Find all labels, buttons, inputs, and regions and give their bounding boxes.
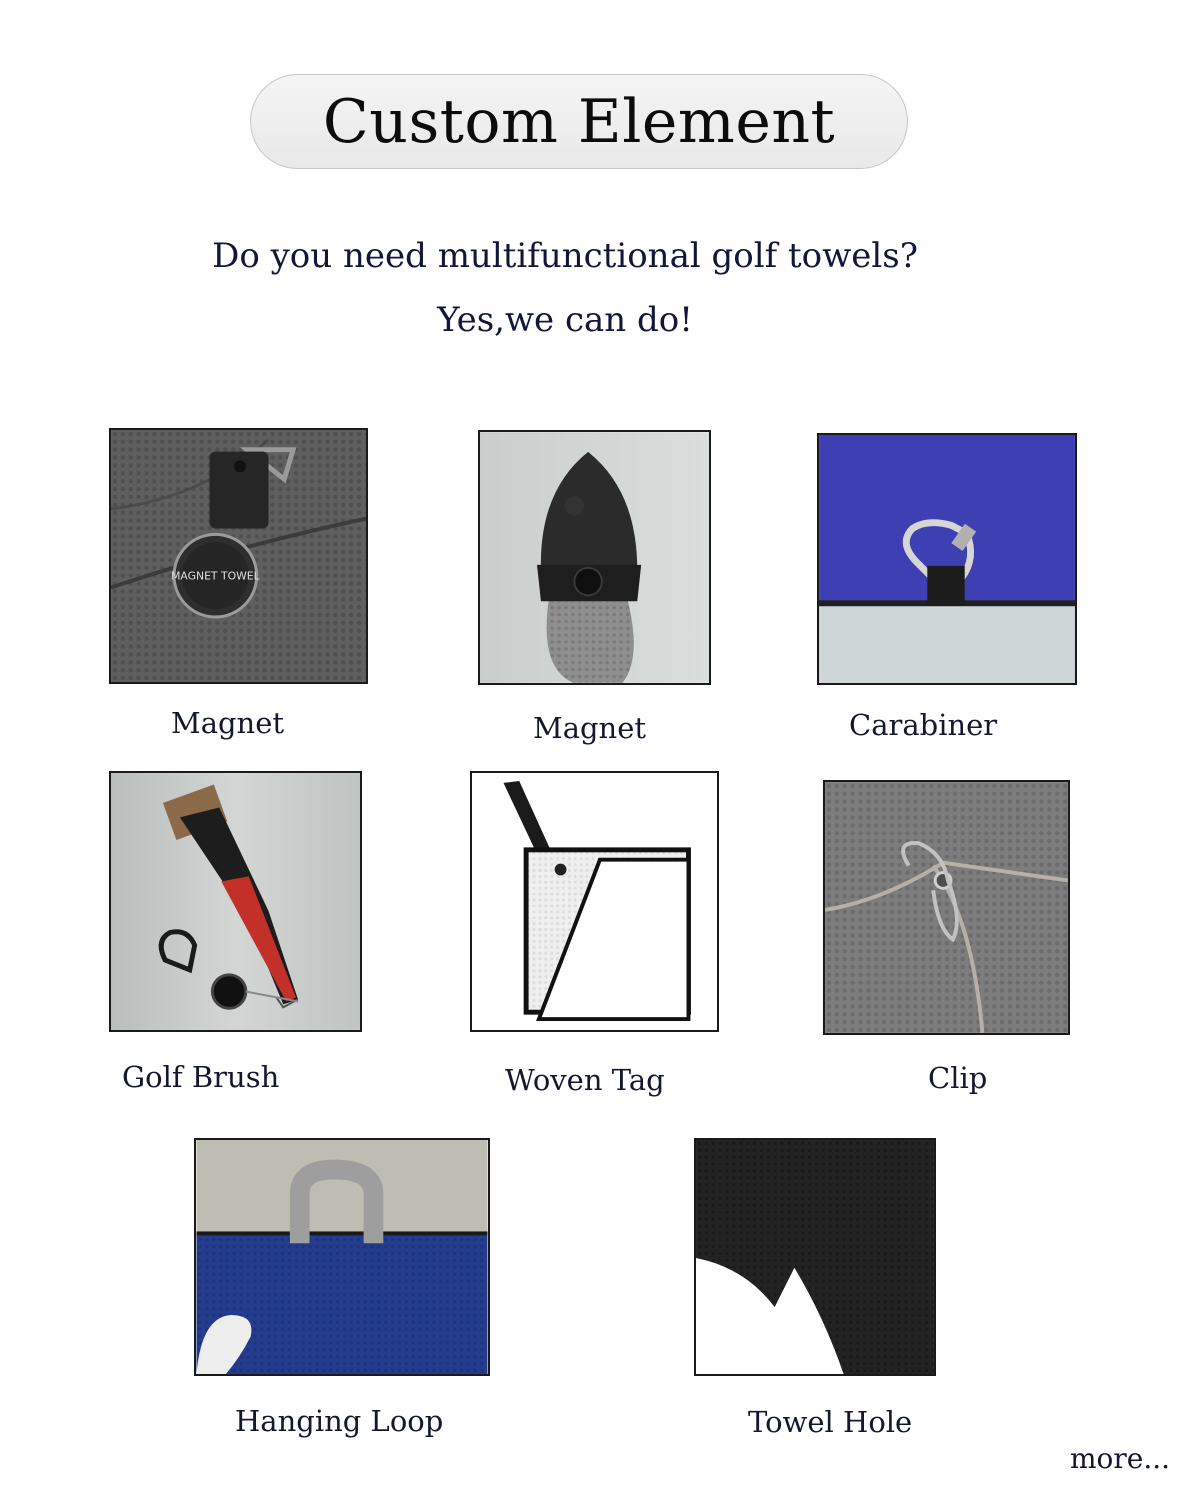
woven-tag-photo: [470, 771, 719, 1032]
item-label-golf-brush: Golf Brush: [122, 1060, 280, 1094]
magnet-shield-icon: [480, 432, 709, 683]
carabiner-photo: [817, 433, 1077, 685]
carabiner-icon: [819, 435, 1075, 683]
hanging-loop-photo: [194, 1138, 490, 1376]
towel-hole-icon: [696, 1140, 934, 1374]
clip-hook-icon: [825, 782, 1068, 1033]
item-label-magnet-1: Magnet: [171, 706, 285, 740]
clip-photo: [823, 780, 1070, 1035]
more-link[interactable]: more...: [1070, 1442, 1171, 1475]
intro-question: Do you need multifunctional golf towels?: [212, 236, 918, 276]
woven-tag-icon: [472, 773, 717, 1030]
magnet-round-photo: [109, 428, 368, 684]
golf-brush-photo: [109, 771, 362, 1032]
page-title: Custom Element: [322, 86, 836, 157]
magnet-shield-photo: [478, 430, 711, 685]
magnet-print: MAGNET TOWEL: [171, 569, 260, 583]
item-label-magnet-2: Magnet: [533, 711, 647, 745]
title-banner: [250, 74, 908, 169]
item-label-woven-tag: Woven Tag: [505, 1063, 665, 1097]
item-label-hanging-loop: Hanging Loop: [235, 1404, 444, 1438]
towel-hole-photo: [694, 1138, 936, 1376]
magnet-round-icon: [111, 430, 366, 682]
hanging-loop-icon: [196, 1140, 488, 1374]
item-label-carabiner: Carabiner: [849, 708, 998, 742]
item-label-towel-hole: Towel Hole: [748, 1405, 913, 1439]
golf-brush-icon: [111, 773, 360, 1030]
item-label-clip: Clip: [928, 1061, 988, 1095]
intro-answer: Yes,we can do!: [437, 300, 693, 340]
